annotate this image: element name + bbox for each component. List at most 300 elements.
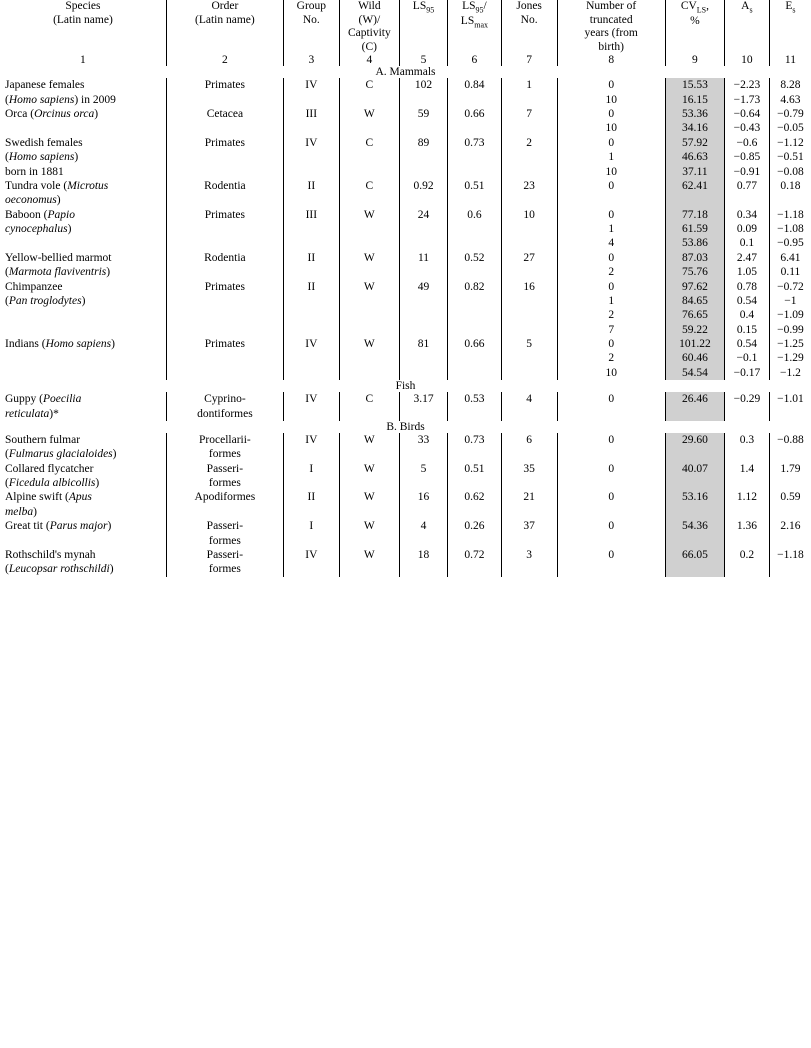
cell-cv-ls-line: 87.03 [681, 251, 708, 264]
cell-wild-captivity: W [339, 251, 399, 280]
cell-group-no: IV [283, 392, 339, 421]
cell-jones-no: 21 [501, 490, 557, 519]
cell-truncated-years-line: 4 [608, 237, 615, 250]
cell-order [166, 519, 283, 548]
cell-as-line: 0.77 [736, 179, 757, 192]
cell-truncated-years [557, 462, 665, 491]
cell-order: Cetacea [166, 107, 283, 136]
cell-as [724, 208, 769, 251]
cell-es-line: −0.88 [777, 433, 804, 446]
cell-wild-captivity: W [339, 280, 399, 338]
cell-ls95: 24 [399, 208, 447, 251]
section-title: Fish [395, 380, 416, 393]
cell-wild-captivity: C [339, 136, 399, 179]
cell-truncated-years-line: 0 [608, 462, 615, 475]
column-number: 4 [339, 54, 399, 66]
cell-jones-no: 6 [501, 433, 557, 462]
header-text: (W)/ [358, 13, 381, 26]
cell-jones-no: 35 [501, 462, 557, 491]
cell-as [724, 78, 769, 107]
cell-truncated-years [557, 107, 665, 136]
cell-cv-ls-line: 26.46 [681, 393, 708, 406]
header-ls95-lsmax [448, 0, 502, 54]
cell-species: Collared flycatcher (Ficedula albicollis) [0, 462, 166, 491]
header-text: birth) [598, 40, 624, 53]
cell-truncated-years [557, 280, 665, 338]
cell-truncated-years [557, 136, 665, 179]
cell-truncated-years [557, 337, 665, 380]
cell-as [724, 462, 769, 491]
cell-group-no: III [283, 107, 339, 136]
cell-truncated-years [557, 548, 665, 577]
cell-cv-ls [665, 548, 724, 577]
cell-as-line: −1.73 [733, 93, 761, 106]
cell-es-line: −0.79 [777, 108, 804, 120]
cell-cv-ls [665, 208, 724, 251]
table-row [0, 78, 811, 107]
cell-as-line: 2.47 [736, 251, 757, 264]
cell-as-line: 0.3 [739, 433, 755, 446]
table-row [0, 433, 811, 462]
cell-es-line: −1.18 [777, 548, 804, 561]
cell-order [166, 462, 283, 491]
order-line: dontiformes [197, 407, 253, 420]
cell-es-line: −0.72 [777, 280, 804, 293]
cell-cv-ls-line: 62.41 [681, 179, 708, 192]
header-text: (Latin name) [195, 13, 255, 26]
cell-truncated-years-line: 0 [608, 79, 615, 92]
section-header-row [0, 66, 811, 78]
header-text: Order [211, 0, 239, 12]
cell-species: Orca (Orcinus orca) [0, 107, 166, 136]
cell-es [769, 337, 811, 380]
cell-cv-ls-line: 101.22 [679, 338, 711, 350]
cell-as-line: 1.05 [736, 266, 757, 279]
cell-es [769, 136, 811, 179]
cell-group-no: I [283, 462, 339, 491]
order-line: formes [208, 534, 241, 547]
cell-es-line: −1.12 [777, 136, 804, 149]
cell-as-line: −0.91 [733, 165, 761, 178]
column-number: 2 [166, 54, 283, 66]
cell-truncated-years-line: 0 [608, 108, 615, 120]
cell-cv-ls-line: 84.65 [681, 294, 708, 307]
cell-as-line: −0.29 [733, 393, 761, 406]
order-line: Passeri- [206, 462, 244, 475]
cell-truncated-years [557, 519, 665, 548]
cell-truncated-years [557, 251, 665, 280]
cell-es [769, 433, 811, 462]
cell-order: Primates [166, 280, 283, 338]
cell-cv-ls-line: 15.53 [681, 79, 708, 92]
cell-as-line: 0.2 [739, 548, 755, 561]
cell-group-no: I [283, 519, 339, 548]
table-row [0, 548, 811, 577]
cell-cv-ls-line: 53.16 [681, 491, 708, 504]
cell-truncated-years-line: 10 [605, 165, 617, 178]
cell-cv-ls-line: 59.22 [681, 323, 708, 336]
header-text: / [483, 0, 487, 12]
header-text: Jones [516, 0, 542, 12]
table-row [0, 136, 811, 179]
cell-wild-captivity: W [339, 462, 399, 491]
cell-truncated-years-line: 1 [608, 294, 615, 307]
header-es [769, 0, 811, 54]
cell-es [769, 208, 811, 251]
cell-cv-ls-line: 54.36 [681, 520, 708, 533]
cell-as [724, 107, 769, 136]
cell-as-line: −0.6 [736, 136, 758, 149]
cell-es [769, 462, 811, 491]
cell-cv-ls-line: 76.65 [681, 309, 708, 322]
cell-as-line: 0.1 [739, 237, 755, 250]
cell-ls95: 102 [399, 78, 447, 107]
cell-cv-ls-line: 53.36 [681, 108, 708, 120]
cell-as [724, 280, 769, 338]
section-title: B. Birds [386, 420, 425, 433]
cell-cv-ls-line: 61.59 [681, 223, 708, 235]
cell-es [769, 78, 811, 107]
cell-cv-ls-line: 46.63 [681, 151, 708, 164]
order-line: formes [208, 448, 241, 461]
cell-truncated-years-line: 0 [608, 280, 615, 293]
cell-order: Primates [166, 208, 283, 251]
header-jones-no [501, 0, 557, 54]
cell-truncated-years-line: 10 [605, 366, 617, 379]
cell-as-line: −0.17 [733, 366, 761, 379]
column-number: 9 [665, 54, 724, 66]
cell-jones-no: 16 [501, 280, 557, 338]
header-subscript: LS [696, 5, 707, 15]
cell-es-line: 0.59 [780, 491, 801, 504]
cell-es [769, 107, 811, 136]
cell-species: Rothschild's mynah (Leucopsar rothschildi) [0, 548, 166, 577]
cell-as-line: 1.12 [736, 491, 757, 504]
column-number: 6 [448, 54, 502, 66]
cell-jones-no: 5 [501, 337, 557, 380]
cell-as-line: −0.1 [736, 352, 758, 365]
cell-species: Baboon (Papio cynocephalus) [0, 208, 166, 251]
column-number: 10 [724, 54, 769, 66]
cell-truncated-years-line: 1 [608, 223, 615, 235]
header-text: CV [680, 0, 697, 12]
cell-cv-ls-line: 66.05 [681, 548, 708, 561]
cell-order [166, 392, 283, 421]
cell-as-line: 0.54 [736, 294, 757, 307]
header-subscript: max [474, 20, 488, 30]
cell-species: Guppy (Poecilia reticulata)* [0, 392, 166, 421]
cell-jones-no: 23 [501, 179, 557, 208]
cell-cv-ls [665, 392, 724, 421]
cell-es-line: −1.29 [777, 352, 804, 365]
cell-ls95: 18 [399, 548, 447, 577]
cell-order [166, 433, 283, 462]
cell-cv-ls-line: 77.18 [681, 208, 708, 221]
cell-cv-ls-line: 60.46 [681, 352, 708, 365]
header-text: Wild [358, 0, 381, 12]
header-ls95 [399, 0, 447, 54]
cell-cv-ls-line: 54.54 [681, 366, 708, 379]
table-row [0, 392, 811, 421]
cell-truncated-years-line: 0 [608, 491, 615, 504]
header-text: years (from [584, 27, 638, 40]
cell-wild-captivity: W [339, 519, 399, 548]
cell-ls95-lsmax: 0.51 [448, 462, 502, 491]
cell-as [724, 519, 769, 548]
cell-truncated-years [557, 78, 665, 107]
cell-es [769, 179, 811, 208]
cell-ls95-lsmax: 0.84 [448, 78, 502, 107]
cell-order: Rodentia [166, 251, 283, 280]
cell-ls95: 5 [399, 462, 447, 491]
cell-es-line: 2.16 [780, 520, 801, 533]
cell-es-line: 4.63 [780, 93, 801, 106]
cell-truncated-years-line: 0 [608, 208, 615, 221]
cell-truncated-years-line: 7 [608, 323, 615, 336]
cell-ls95-lsmax: 0.73 [448, 136, 502, 179]
cell-order [166, 548, 283, 577]
header-subscript: s [749, 5, 753, 15]
cell-es-line: −0.08 [777, 165, 804, 178]
order-line: Cyprino- [204, 393, 246, 406]
cell-es-line: −1.09 [777, 309, 804, 322]
cell-es-line: −0.95 [777, 237, 804, 250]
cell-group-no: II [283, 251, 339, 280]
cell-jones-no: 4 [501, 392, 557, 421]
cell-cv-ls-line: 34.16 [681, 122, 708, 135]
table-row [0, 462, 811, 491]
cell-species: Chimpanzee (Pan troglodytes) [0, 280, 166, 338]
cell-truncated-years-line: 0 [608, 520, 615, 533]
header-text: No. [302, 13, 320, 26]
cell-truncated-years [557, 179, 665, 208]
table-row [0, 280, 811, 338]
cell-es [769, 548, 811, 577]
cell-as [724, 337, 769, 380]
cell-jones-no: 37 [501, 519, 557, 548]
cell-ls95: 49 [399, 280, 447, 338]
cell-cv-ls [665, 462, 724, 491]
cell-as [724, 392, 769, 421]
cell-truncated-years-line: 0 [608, 433, 615, 446]
cell-cv-ls [665, 251, 724, 280]
cell-as-line: −2.23 [733, 79, 761, 92]
cell-as [724, 433, 769, 462]
table-row [0, 490, 811, 519]
cell-ls95: 89 [399, 136, 447, 179]
header-text: (Latin name) [53, 13, 113, 26]
cell-ls95-lsmax: 0.6 [448, 208, 502, 251]
table-row [0, 519, 811, 548]
cell-truncated-years-line: 0 [608, 179, 615, 192]
header-text: Group [296, 0, 327, 12]
table-header-row [0, 0, 811, 54]
cell-order: Primates [166, 337, 283, 380]
column-number-row [0, 54, 811, 66]
order-line: formes [208, 477, 241, 489]
cell-es-line: −1.08 [777, 223, 804, 235]
column-number: 7 [501, 54, 557, 66]
column-number: 1 [0, 54, 166, 66]
cell-es-line: −1 [784, 294, 797, 307]
column-number: 5 [399, 54, 447, 66]
cell-cv-ls-line: 53.86 [681, 237, 708, 250]
cell-cv-ls [665, 337, 724, 380]
cell-es [769, 392, 811, 421]
header-text: (C) [361, 40, 378, 53]
cell-es [769, 519, 811, 548]
cell-group-no: IV [283, 136, 339, 179]
column-number: 11 [784, 54, 796, 67]
cell-ls95-lsmax: 0.52 [448, 251, 502, 280]
cell-es-line: −1.25 [777, 338, 804, 350]
cell-jones-no: 27 [501, 251, 557, 280]
cell-as-line: 0.54 [736, 338, 757, 350]
table-row [0, 208, 811, 251]
cell-cv-ls-line: 97.62 [681, 280, 708, 293]
cell-as-line: 0.4 [739, 309, 755, 322]
header-text: Species [65, 0, 101, 12]
cell-es-line: 1.79 [780, 462, 801, 475]
cell-jones-no: 1 [501, 78, 557, 107]
cell-as-line: 1.4 [739, 462, 755, 475]
cell-wild-captivity: C [339, 392, 399, 421]
cell-as [724, 251, 769, 280]
cell-species: Alpine swift (Apus melba) [0, 490, 166, 519]
order-line: Apodiformes [194, 491, 256, 504]
cell-ls95: 33 [399, 433, 447, 462]
header-group-no [283, 0, 339, 54]
cell-jones-no: 3 [501, 548, 557, 577]
cell-ls95: 4 [399, 519, 447, 548]
cell-wild-captivity: W [339, 433, 399, 462]
cell-cv-ls-line: 57.92 [681, 136, 708, 149]
cell-species: Great tit (Parus major) [0, 519, 166, 548]
order-line: Procellarii- [199, 433, 251, 446]
cell-ls95: 81 [399, 337, 447, 380]
cell-wild-captivity: W [339, 208, 399, 251]
cell-truncated-years-line: 2 [608, 352, 615, 365]
cell-as-line: 0.15 [736, 323, 757, 336]
cell-as-line: 1.36 [736, 520, 757, 533]
cell-order: Primates [166, 78, 283, 107]
cell-ls95: 11 [399, 251, 447, 280]
cell-cv-ls [665, 280, 724, 338]
cell-cv-ls-line: 16.15 [681, 93, 708, 106]
header-truncated-years [557, 0, 665, 54]
cell-truncated-years-line: 1 [608, 151, 615, 164]
header-as [724, 0, 769, 54]
cell-species: Japanese females (Homo sapiens) in 2009 [0, 78, 166, 107]
cell-truncated-years [557, 433, 665, 462]
cell-truncated-years-line: 10 [605, 122, 617, 135]
cell-ls95-lsmax: 0.66 [448, 107, 502, 136]
cell-es-line: −0.51 [777, 151, 804, 164]
header-species [0, 0, 166, 54]
section-header-row [0, 421, 811, 433]
cell-es-line: −1.01 [777, 393, 804, 406]
table-row [0, 337, 811, 380]
cell-as [724, 179, 769, 208]
cell-ls95-lsmax: 0.72 [448, 548, 502, 577]
cell-as [724, 548, 769, 577]
header-text: , [706, 0, 710, 12]
cell-ls95: 0.92 [399, 179, 447, 208]
cell-wild-captivity: W [339, 107, 399, 136]
cell-species: Indians (Homo sapiens) [0, 337, 166, 380]
cell-truncated-years [557, 490, 665, 519]
cell-wild-captivity: W [339, 337, 399, 380]
cell-es [769, 280, 811, 338]
cell-as [724, 136, 769, 179]
cell-truncated-years [557, 392, 665, 421]
cell-ls95-lsmax: 0.62 [448, 490, 502, 519]
cell-jones-no: 10 [501, 208, 557, 251]
cell-es-line: 0.11 [780, 266, 801, 279]
cell-ls95-lsmax: 0.26 [448, 519, 502, 548]
order-line: Passeri- [206, 548, 244, 561]
cell-ls95-lsmax: 0.66 [448, 337, 502, 380]
cell-truncated-years-line: 0 [608, 548, 615, 561]
cell-cv-ls [665, 107, 724, 136]
cell-es-line: −0.05 [777, 122, 804, 135]
section-title: A. Mammals [375, 66, 436, 79]
cell-ls95: 3.17 [399, 392, 447, 421]
table-row [0, 179, 811, 208]
header-subscript: 95 [426, 5, 435, 15]
cell-cv-ls-line: 29.60 [681, 433, 708, 446]
cell-cv-ls [665, 519, 724, 548]
cell-cv-ls-line: 37.11 [682, 165, 708, 178]
cell-es-line: −1.2 [779, 366, 801, 379]
cell-as-line: −0.64 [733, 108, 761, 120]
cell-ls95-lsmax: 0.51 [448, 179, 502, 208]
order-line: formes [208, 563, 241, 576]
cell-ls95-lsmax: 0.82 [448, 280, 502, 338]
cell-es-line: 8.28 [780, 79, 801, 92]
cell-truncated-years-line: 10 [605, 93, 617, 106]
cell-es [769, 251, 811, 280]
header-text: A [741, 0, 750, 12]
cell-species: Tundra vole (Microtus oeconomus) [0, 179, 166, 208]
cell-as-line: −0.85 [733, 151, 761, 164]
header-text: LS [462, 0, 476, 12]
header-text: LS [412, 0, 427, 12]
cell-es [769, 490, 811, 519]
cell-truncated-years-line: 0 [608, 136, 615, 149]
cell-wild-captivity: W [339, 548, 399, 577]
cell-cv-ls [665, 78, 724, 107]
header-text: Number of [586, 0, 637, 12]
cell-group-no: IV [283, 337, 339, 380]
cell-cv-ls [665, 490, 724, 519]
cell-group-no: II [283, 490, 339, 519]
cell-ls95: 59 [399, 107, 447, 136]
cell-cv-ls [665, 179, 724, 208]
cell-ls95-lsmax: 0.73 [448, 433, 502, 462]
cell-truncated-years-line: 2 [608, 266, 615, 279]
header-subscript: 95 [475, 5, 484, 15]
header-text: % [690, 14, 700, 27]
order-line: Passeri- [206, 520, 244, 533]
cell-group-no: II [283, 179, 339, 208]
cell-order [166, 490, 283, 519]
header-subscript: s [792, 5, 796, 15]
cell-species: Southern fulmar (Fulmarus glacialoides) [0, 433, 166, 462]
cell-group-no: IV [283, 78, 339, 107]
header-text: No. [520, 13, 538, 26]
cell-as-line: 0.09 [736, 223, 757, 235]
